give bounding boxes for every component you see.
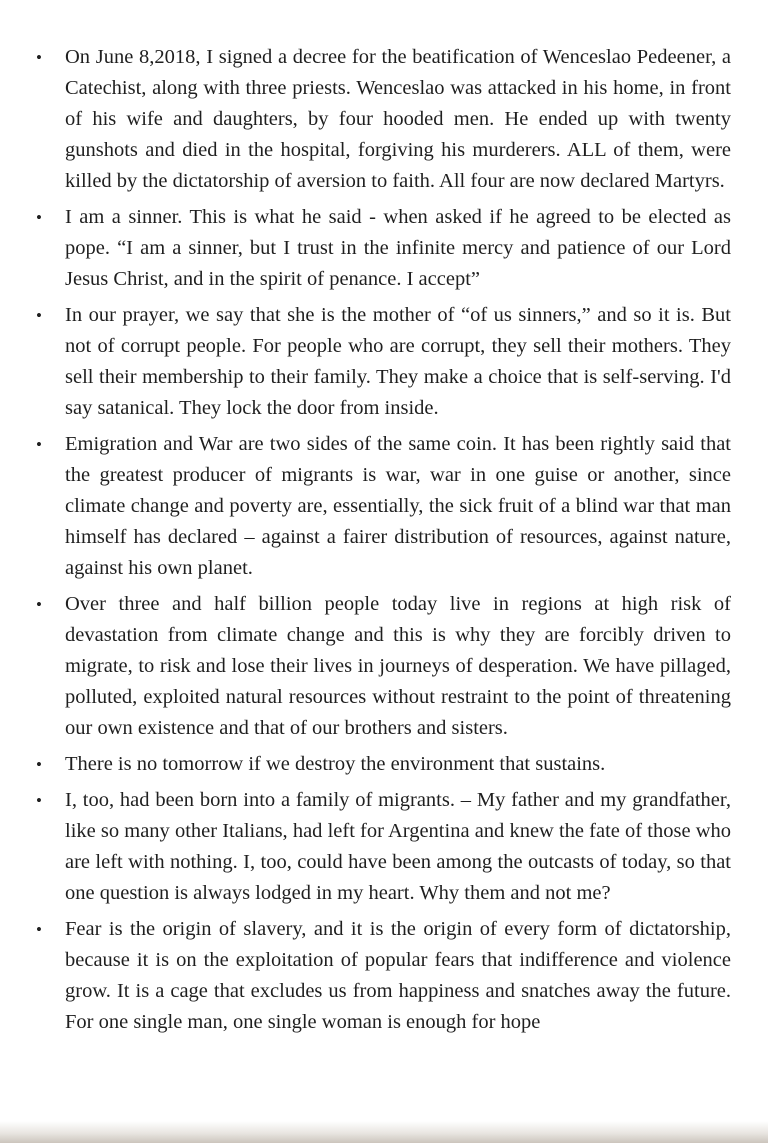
bullet-icon: • bbox=[36, 435, 42, 454]
list-item bbox=[0, 429, 731, 584]
list-item-text: I, too, had been born into a family of migrants. – My father and my grandfather, like so many other Italians, had left for Argentina and knew the fate of those who are left with nothing. I, too, could have been among the outcasts of today, so that one question is always lodged in my heart. Why them and not me? bbox=[65, 789, 731, 904]
list-item-text: There is no tomorrow if we destroy the environment that sustains. bbox=[65, 753, 606, 775]
list-item-text: Emigration and War are two sides of the same coin. It has been rightly said that the greatest producer of migrants is war, war in one guise or another, since climate change and poverty are, essentially, the sick fruit of a blind war that man himself has declared – against a fairer distribution of resources, against nature, against his own planet. bbox=[65, 433, 731, 579]
list-item bbox=[0, 785, 731, 909]
bullet-icon: • bbox=[36, 208, 42, 227]
background-image-strip bbox=[0, 1121, 768, 1143]
list-item-text: I am a sinner. This is what he said - when asked if he agreed to be elected as pope. “I am a sinner, but I trust in the infinite mercy and patience of our Lord Jesus Christ, and in the spirit of penance. I accept” bbox=[65, 206, 731, 290]
list-item-text: On June 8,2018, I signed a decree for the beatification of Wenceslao Pedeener, a Catechist, along with three priests. Wenceslao was attacked in his home, in front of his wife and daughters, by four hooded men. He ended up with twenty gunshots and died in the hospital, forgiving his murderers. ALL of them, were killed by the dictatorship of aversion to faith. All four are now declared Martyrs. bbox=[65, 46, 731, 192]
bullet-icon: • bbox=[36, 755, 42, 774]
list-item bbox=[0, 300, 731, 424]
list-item bbox=[0, 749, 731, 780]
bullet-icon: • bbox=[36, 595, 42, 614]
list-item bbox=[0, 202, 731, 295]
bullet-list bbox=[0, 42, 768, 1043]
list-item bbox=[0, 42, 731, 197]
bullet-icon: • bbox=[36, 48, 42, 67]
list-item-text: Over three and half billion people today live in regions at high risk of devastation from climate change and this is why they are forcibly driven to migrate, to risk and lose their lives in journeys of desperation. We have pillaged, polluted, exploited natural resources without restraint to the point of threatening our own existence and that of our brothers and sisters. bbox=[65, 593, 731, 739]
bullet-icon: • bbox=[36, 920, 42, 939]
bullet-icon: • bbox=[36, 791, 42, 810]
list-item bbox=[0, 914, 731, 1038]
list-item bbox=[0, 589, 731, 744]
list-item-text: Fear is the origin of slavery, and it is the origin of every form of dictatorship, because it is on the exploitation of popular fears that indifference and violence grow. It is a cage that excludes us from happiness and snatches away the future. For one single man, one single woman is enough for hope bbox=[65, 918, 731, 1033]
bullet-icon: • bbox=[36, 306, 42, 325]
list-item-text: In our prayer, we say that she is the mother of “of us sinners,” and so it is. But not of corrupt people. For people who are corrupt, they sell their mothers. They sell their membership to their family. They make a choice that is self-serving. I'd say satanical. They lock the door from inside. bbox=[65, 304, 731, 419]
